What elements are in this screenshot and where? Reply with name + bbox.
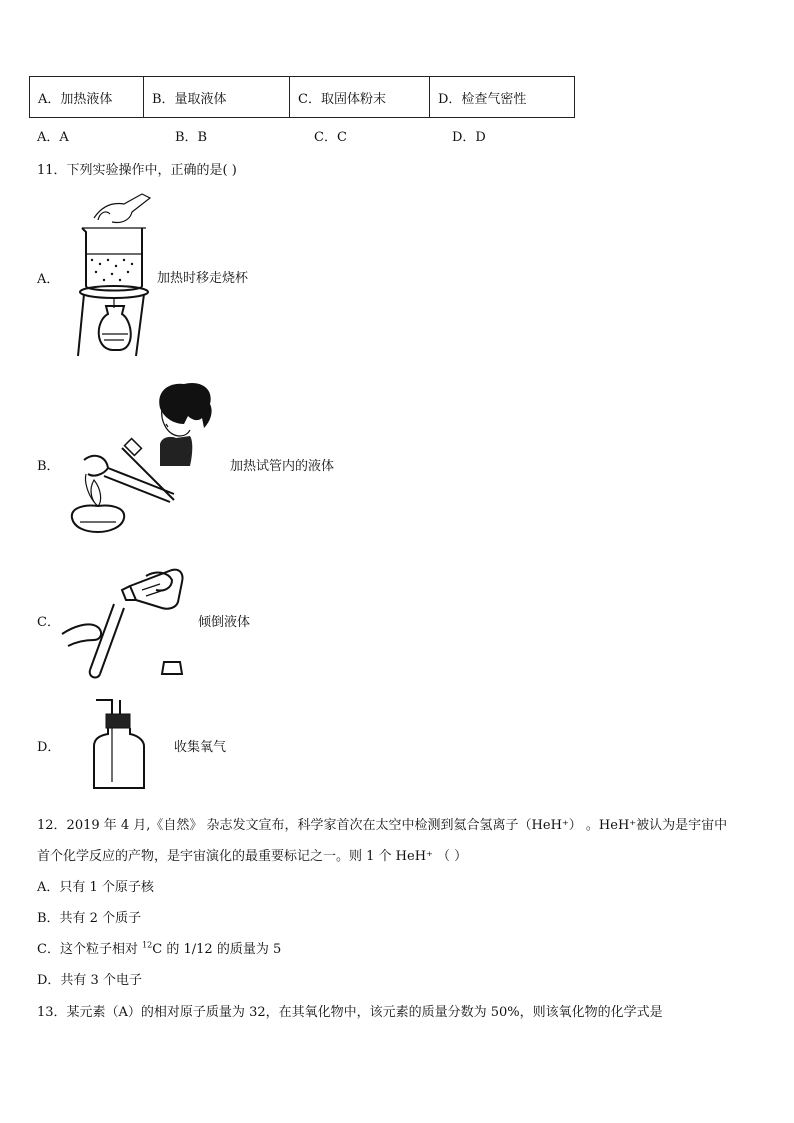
q12-option-d[interactable]: D．共有 3 个电子: [37, 973, 142, 988]
q11-option-c-letter[interactable]: C．: [37, 615, 60, 630]
q10-answer-d[interactable]: D．D: [452, 130, 486, 145]
q12-option-c-pre: C．这个粒子相对: [37, 942, 143, 957]
q11-option-d-letter[interactable]: D．: [37, 740, 61, 755]
q10-answer-a[interactable]: A．A: [37, 130, 69, 145]
gas-collection-bottle-figure: [90, 694, 150, 792]
q12-option-b[interactable]: B．共有 2 个质子: [37, 911, 142, 926]
q10-answer-c[interactable]: C．C: [314, 130, 347, 145]
pouring-liquid-figure: [60, 566, 190, 682]
heating-test-tube-figure: [64, 378, 228, 544]
q12-option-c-post: C 的 1/12 的质量为 5: [152, 942, 282, 957]
q11-option-a-caption: 加热时移走烧杯: [157, 271, 249, 286]
q11-option-b-letter[interactable]: B．: [37, 459, 60, 474]
q10-answer-b[interactable]: B．B: [175, 130, 208, 145]
q11-option-a-letter[interactable]: A．: [37, 272, 60, 287]
q10-table-cell-c: C．取固体粉末: [290, 77, 430, 118]
beaker-on-tripod-figure: [72, 188, 156, 360]
q10-table-cell-a: A．加热液体: [30, 77, 144, 118]
q12-option-a[interactable]: A．只有 1 个原子核: [37, 880, 154, 895]
q13-stem: 13．某元素（A）的相对原子质量为 32，在其氧化物中，该元素的质量分数为 50%，则该氧化物的化学式是: [37, 1005, 663, 1020]
q10-table-cell-b: B．量取液体: [144, 77, 290, 118]
q10-options-table: [29, 76, 575, 118]
q12-stem-line2: 首个化学反应的产物，是宇宙演化的最重要标记之一。则 1 个 HeH⁺ （ ）: [37, 849, 468, 864]
q11-option-d-caption: 收集氧气: [174, 740, 227, 755]
q11-stem: 11．下列实验操作中，正确的是( ): [37, 163, 237, 178]
q10-table-cell-d: D．检查气密性: [430, 77, 575, 118]
q11-option-b-caption: 加热试管内的液体: [230, 459, 335, 474]
q12-option-c[interactable]: [37, 938, 281, 957]
q11-option-c-caption: 倾倒液体: [198, 615, 251, 630]
q12-option-c-sup: 12: [142, 940, 153, 950]
q12-stem-line1: 12．2019 年 4 月,《自然》 杂志发文宣布，科学家首次在太空中检测到氦合氢离子（HeH⁺） 。HeH⁺被认为是宇宙中: [37, 818, 728, 833]
